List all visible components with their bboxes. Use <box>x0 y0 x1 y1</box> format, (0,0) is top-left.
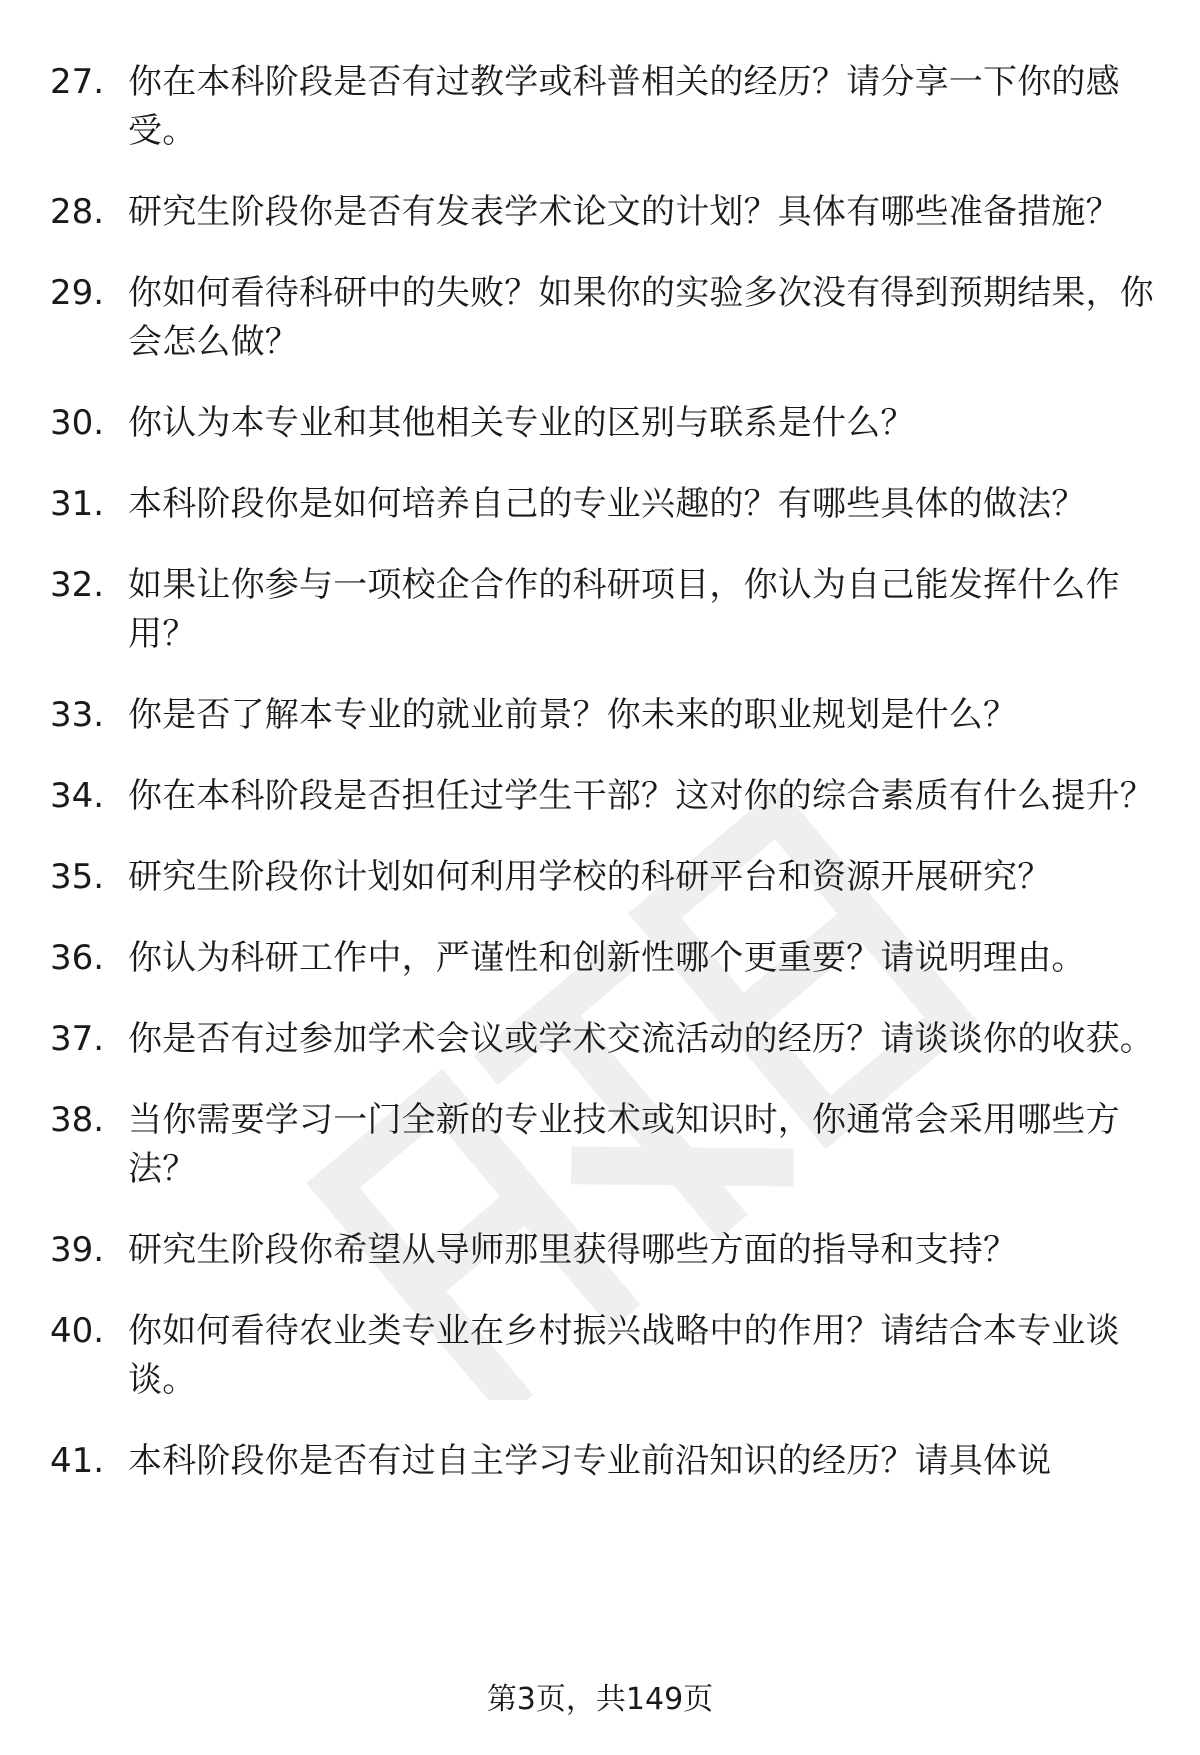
question-item <box>50 480 1160 529</box>
question-item <box>50 561 1160 659</box>
question-text: 你是否了解本专业的就业前景？你未来的职业规划是什么？ <box>128 695 1018 735</box>
question-item <box>50 691 1160 740</box>
question-number: 35. <box>50 857 105 897</box>
question-number: 37. <box>50 1019 105 1059</box>
question-item <box>50 934 1160 983</box>
question-number: 38. <box>50 1100 105 1140</box>
question-item <box>50 1015 1160 1064</box>
question-item <box>50 58 1160 156</box>
question-text: 研究生阶段你是否有发表学术论文的计划？具体有哪些准备措施？ <box>128 192 1120 232</box>
question-number: 34. <box>50 776 105 816</box>
page-number-footer: 第3页，共149页 <box>486 1682 714 1717</box>
question-list <box>50 58 1160 1518</box>
question-text: 当你需要学习一门全新的专业技术或知识时，你通常会采用哪些方法？ <box>128 1100 1120 1189</box>
question-item <box>50 772 1160 821</box>
question-text: 你如何看待农业类专业在乡村振兴战略中的作用？请结合本专业谈谈。 <box>128 1311 1120 1400</box>
question-text: 本科阶段你是否有过自主学习专业前沿知识的经历？请具体说 <box>128 1441 1052 1481</box>
question-text: 你是否有过参加学术会议或学术交流活动的经历？请谈谈你的收获。 <box>128 1019 1154 1059</box>
question-text: 研究生阶段你希望从导师那里获得哪些方面的指导和支持？ <box>128 1230 1018 1270</box>
question-number: 32. <box>50 565 105 605</box>
question-number: 31. <box>50 484 105 524</box>
question-item <box>50 853 1160 902</box>
question-text: 如果让你参与一项校企合作的科研项目，你认为自己能发挥什么作用？ <box>128 565 1120 654</box>
question-item <box>50 269 1160 367</box>
question-item <box>50 399 1160 448</box>
question-item <box>50 1226 1160 1275</box>
question-number: 29. <box>50 273 105 313</box>
question-number: 27. <box>50 62 105 102</box>
question-number: 28. <box>50 192 105 232</box>
question-number: 39. <box>50 1230 105 1270</box>
question-text: 你认为本专业和其他相关专业的区别与联系是什么？ <box>128 403 915 443</box>
question-text: 你在本科阶段是否担任过学生干部？这对你的综合素质有什么提升？ <box>128 776 1154 816</box>
question-text: 研究生阶段你计划如何利用学校的科研平台和资源开展研究？ <box>128 857 1052 897</box>
question-text: 你在本科阶段是否有过教学或科普相关的经历？请分享一下你的感受。 <box>128 62 1120 151</box>
question-text: 你认为科研工作中，严谨性和创新性哪个更重要？请说明理由。 <box>128 938 1086 978</box>
question-number: 36. <box>50 938 105 978</box>
question-text: 你如何看待科研中的失败？如果你的实验多次没有得到预期结果，你会怎么做？ <box>128 273 1154 362</box>
question-item <box>50 1437 1160 1486</box>
question-item <box>50 1096 1160 1194</box>
question-number: 30. <box>50 403 105 443</box>
question-item <box>50 1307 1160 1405</box>
question-number: 40. <box>50 1311 105 1351</box>
question-number: 33. <box>50 695 105 735</box>
question-item <box>50 188 1160 237</box>
question-number: 41. <box>50 1441 105 1481</box>
question-text: 本科阶段你是如何培养自己的专业兴趣的？有哪些具体的做法？ <box>128 484 1086 524</box>
